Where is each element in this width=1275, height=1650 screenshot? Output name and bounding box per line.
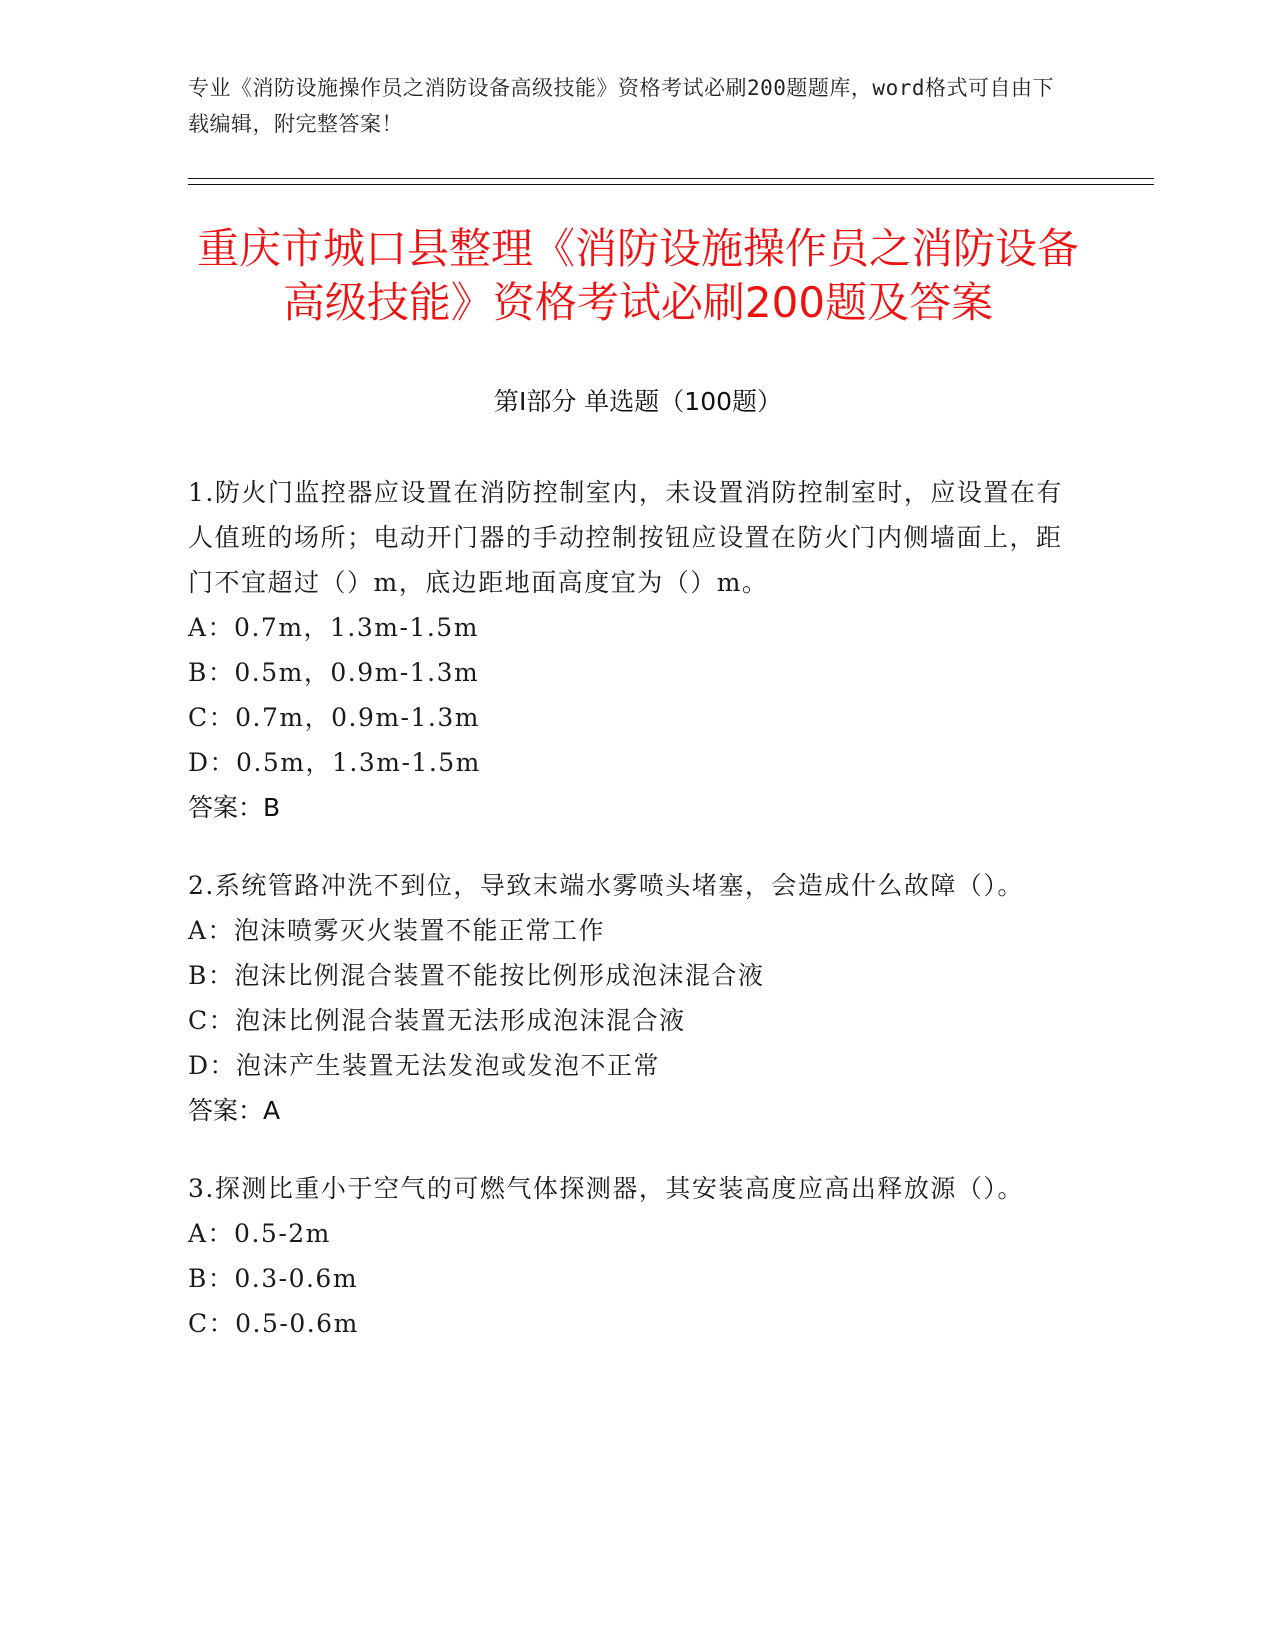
option-d: D：0.5m，1.3m-1.5m — [188, 748, 481, 777]
answer-line: 答案：B — [188, 793, 281, 822]
option-b: B：泡沫比例混合装置不能按比例形成泡沫混合液 — [188, 961, 765, 990]
question-text: 1.防火门监控器应设置在消防控制室内，未设置消防控制室时，应设置在有人值班的场所；电动开门器的手动控制按钮应设置在防火门内侧墙面上，距门不宜超过（）m，底边距地面高度宜为（）m。 — [188, 478, 1063, 597]
header-rule-bottom — [188, 184, 1154, 185]
option-c: C：0.7m，0.9m-1.3m — [188, 703, 480, 732]
option-a: A：泡沫喷雾灭火装置不能正常工作 — [188, 916, 606, 945]
question-item — [188, 863, 1068, 1133]
option-b: B：0.5m，0.9m-1.3m — [188, 658, 480, 687]
option-a: A：0.5-2m — [188, 1219, 331, 1248]
option-c: C：泡沫比例混合装置无法形成泡沫混合液 — [188, 1006, 686, 1035]
option-d: D：泡沫产生装置无法发泡或发泡不正常 — [188, 1051, 661, 1080]
document-title: 重庆市城口县整理《消防设施操作员之消防设备高级技能》资格考试必刷200题及答案 — [196, 224, 1079, 327]
question-list — [188, 470, 1068, 1379]
question-item — [188, 470, 1068, 830]
header-rule-top — [188, 178, 1154, 179]
question-item — [188, 1166, 1068, 1346]
header-note: 专业《消防设施操作员之消防设备高级技能》资格考试必刷200题题库，word格式可自由下载编辑，附完整答案！ — [188, 76, 1054, 136]
option-c: C：0.5-0.6m — [188, 1309, 359, 1338]
section-heading: 第Ⅰ部分 单选题（100题） — [493, 387, 783, 416]
question-text: 2.系统管路冲洗不到位，导致末端水雾喷头堵塞，会造成什么故障（）。 — [188, 871, 1024, 900]
question-text: 3.探测比重小于空气的可燃气体探测器，其安装高度应高出释放源（）。 — [188, 1174, 1024, 1203]
option-a: A：0.7m，1.3m-1.5m — [188, 613, 479, 642]
answer-line: 答案：A — [188, 1096, 281, 1125]
option-b: B：0.3-0.6m — [188, 1264, 359, 1293]
